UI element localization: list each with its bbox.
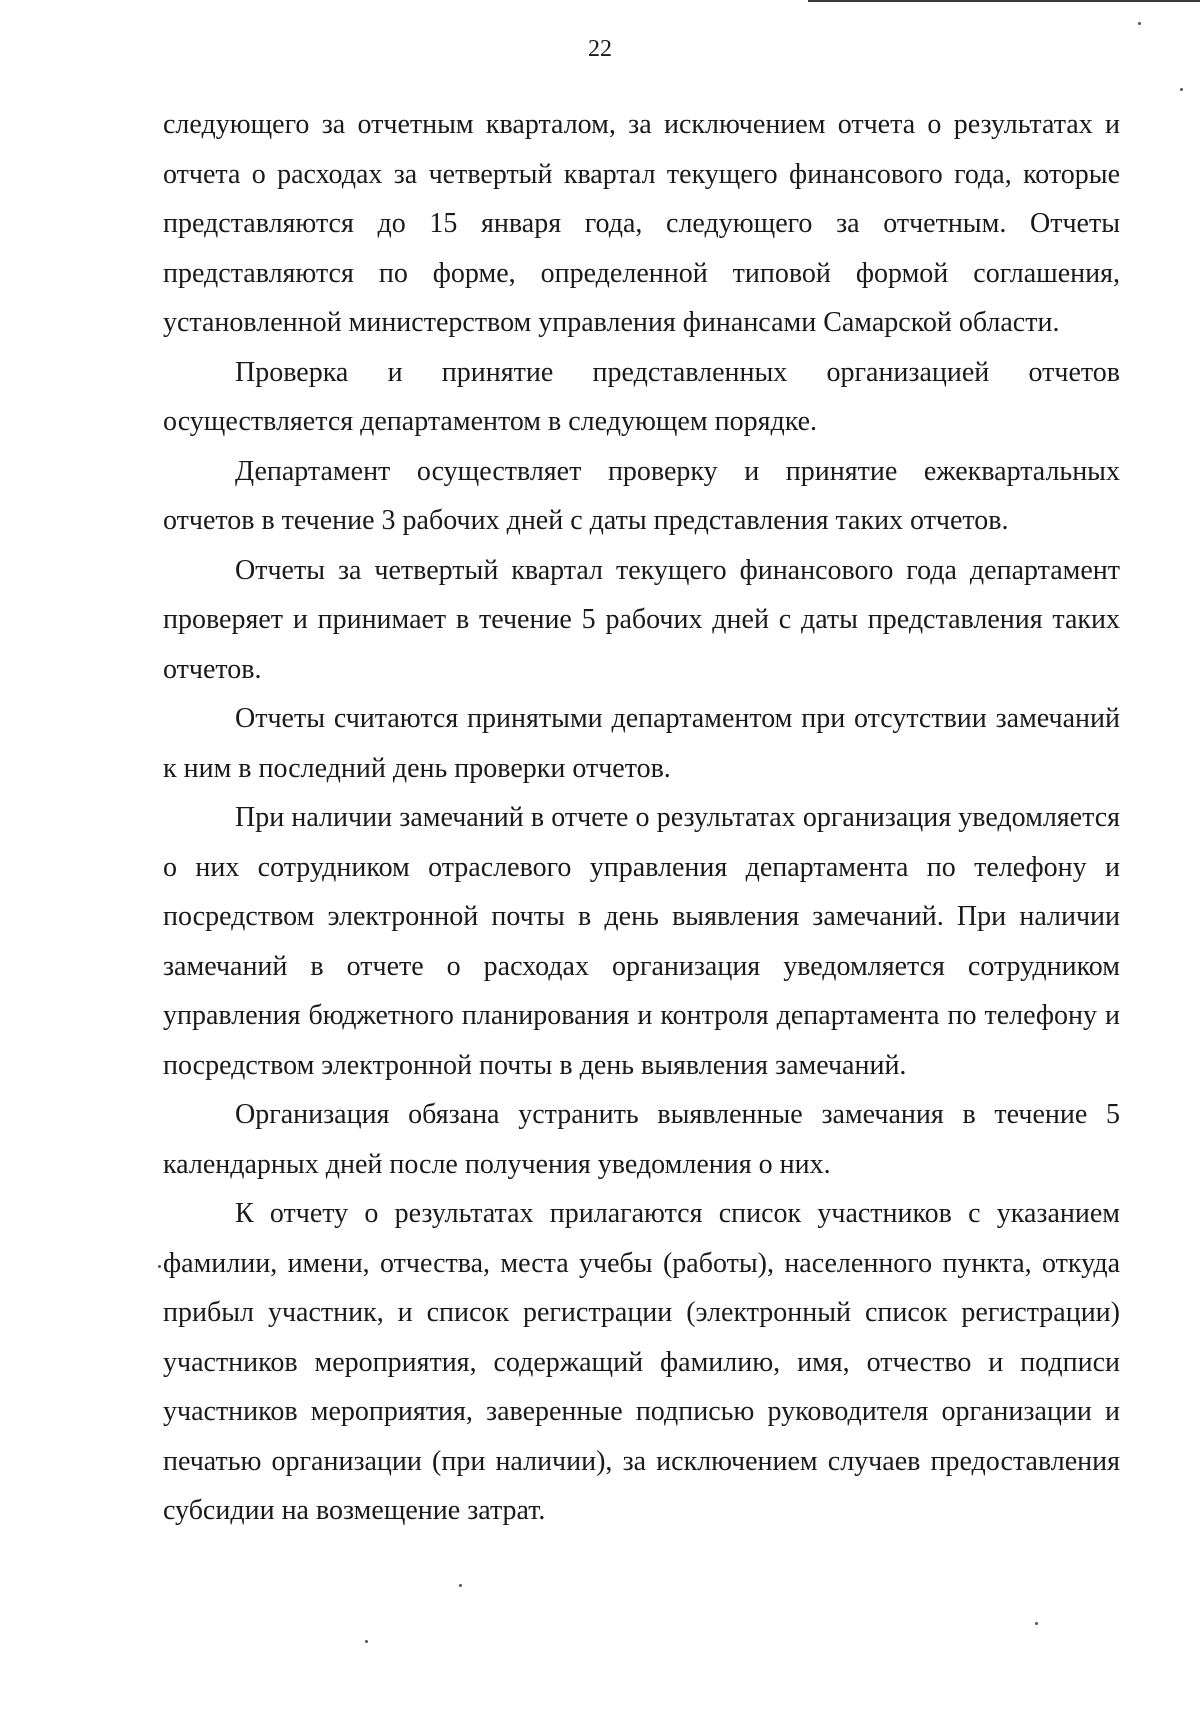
scan-speck <box>1138 22 1141 25</box>
scan-speck <box>158 1265 161 1268</box>
paragraph-attachments: К отчету о результатах прилагаются список участников с указанием фамилии, имени, отчества, места учебы (работы), населенного пункта, откуда прибыл участник, и список регистрации (электронный список регистрации) участников мероприятия, содержащий фамилию, имя, отчество и подписи участников мероприятия, заверенные подписью руководителя организации и печатью организации (при наличии), за исключением случаев предоставления субсидии на возмещение затрат. <box>163 1198 1120 1526</box>
scan-speck <box>1035 1622 1038 1625</box>
top-edge-rule <box>808 0 1200 2</box>
page-number: 22 <box>588 36 612 62</box>
paragraph-quarterly-check: Департамент осуществляет проверку и принятие ежеквартальных отчетов в течение 3 рабочих дней с даты представления таких отчетов. <box>163 455 1120 536</box>
scan-speck <box>1180 88 1183 91</box>
scan-speck <box>459 1584 462 1587</box>
paragraph-check-procedure: Проверка и принятие представленных организацией отчетов осуществляется департаментом в следующем порядке. <box>163 356 1120 437</box>
document-body <box>163 100 1120 1536</box>
scan-speck <box>365 1640 368 1643</box>
paragraph-remarks-notification: При наличии замечаний в отчете о результатах организация уведомляется о них сотрудником отраслевого управления департамента по телефону и посредством электронной почты в день выявления замечаний. При наличии замечаний в отчете о расходах организация уведомляется сотрудником управления бюджетного планирования и контроля департамента по телефону и посредством электронной почты в день выявления замечаний. <box>163 802 1120 1081</box>
paragraph-fourth-quarter-check: Отчеты за четвертый квартал текущего финансового года департамент проверяет и принимает в течение 5 рабочих дней с даты представления таких отчетов. <box>163 554 1120 685</box>
paragraph-acceptance: Отчеты считаются принятыми департаментом при отсутствии замечаний к ним в последний день проверки отчетов. <box>163 703 1120 784</box>
paragraph-remarks-correction: Организация обязана устранить выявленные замечания в течение 5 календарных дней после получения уведомления о них. <box>163 1099 1120 1180</box>
paragraph-continuation: следующего за отчетным кварталом, за исключением отчета о результатах и отчета о расходах за четвертый квартал текущего финансового года, которые представляются до 15 января года, следующего за отчетным. Отчеты представляются по форме, определенной типовой формой соглашения, установленной министерством управления финансами Самарской области. <box>163 109 1120 338</box>
